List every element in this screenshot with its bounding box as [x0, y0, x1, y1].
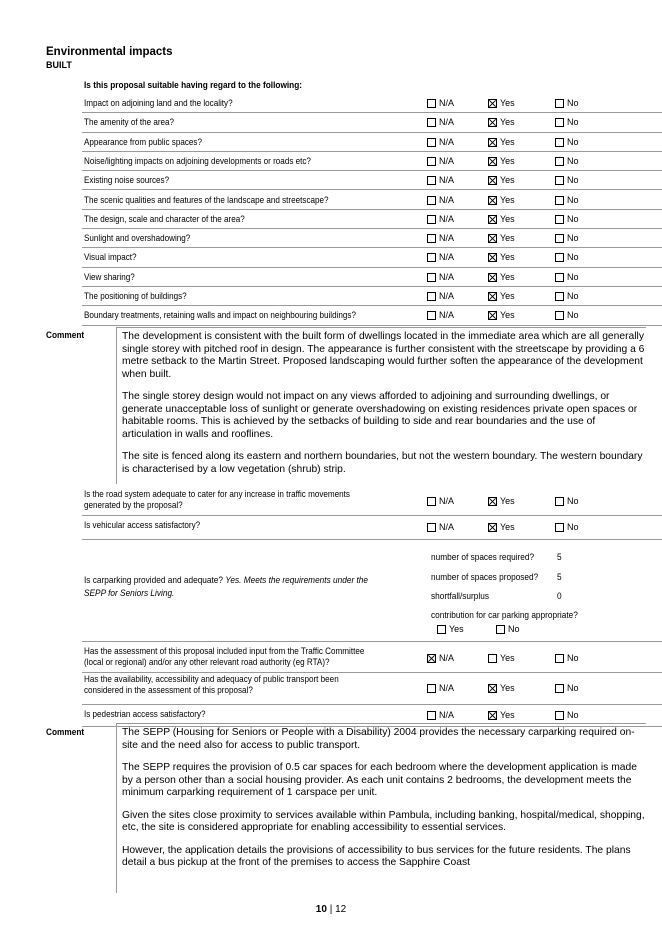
checkbox-icon[interactable] — [555, 711, 564, 720]
comment-box-traffic — [116, 723, 646, 893]
question-text-cont: considered in the assessment of this proposal? — [84, 685, 253, 695]
option-yes[interactable]: Yes — [488, 683, 515, 694]
option-yes[interactable]: Yes — [488, 272, 515, 283]
checkbox-icon[interactable] — [427, 684, 436, 693]
option-no[interactable]: No — [555, 272, 579, 283]
option-no[interactable]: No — [555, 233, 579, 244]
option-no[interactable]: No — [555, 653, 579, 664]
checked-box-icon[interactable] — [488, 292, 497, 301]
checked-box-icon[interactable] — [488, 234, 497, 243]
checkbox-icon[interactable] — [427, 234, 436, 243]
section-heading: Environmental impacts — [46, 46, 173, 58]
checkbox-icon[interactable] — [427, 176, 436, 185]
question-text: Visual impact? — [84, 252, 137, 263]
question-text: The positioning of buildings? — [84, 291, 187, 301]
checked-box-icon[interactable] — [488, 311, 497, 320]
contribution-label: contribution for car parking appropriate? — [431, 610, 578, 620]
checked-box-icon[interactable] — [488, 138, 497, 147]
checkbox-icon[interactable] — [555, 684, 564, 693]
option-na[interactable]: N/A — [427, 98, 454, 109]
checked-box-icon[interactable] — [488, 99, 497, 108]
checked-box-icon[interactable] — [488, 196, 497, 205]
option-na[interactable]: N/A — [427, 214, 454, 225]
option-na[interactable]: N/A — [427, 710, 454, 721]
question-text: Noise/lighting impacts on adjoining developments or roads etc? — [84, 155, 311, 166]
option-yes[interactable]: Yes — [488, 214, 515, 225]
checked-box-icon[interactable] — [488, 253, 497, 262]
page-footer — [0, 904, 662, 915]
option-na[interactable]: N/A — [427, 117, 454, 128]
question-row — [82, 132, 662, 152]
question-text: The amenity of the area? — [84, 117, 175, 128]
checkbox-icon[interactable] — [555, 253, 564, 262]
comment-paragraph: The development is consistent with the built form of dwellings located in the immediate area which are all generally single storey with pitched roof in design. The appearance is further consistent with the streetscape by providing a 6 metre setback to the Martin Street. Proposed landscaping would further soften the appearance of the development when built. — [122, 331, 645, 380]
comment-paragraph: The SEPP requires the provision of 0.5 car spaces for each bedroom where the development application is made by a person other than a social housing provider. As each unit contains 2 bedrooms, the development meets the minimum carparking requirement of 1 carspace per unit. — [122, 762, 637, 798]
option-na[interactable]: N/A — [427, 310, 454, 321]
checked-box-icon[interactable] — [488, 711, 497, 720]
question-text: Existing noise sources? — [84, 175, 170, 186]
question-row — [82, 228, 662, 248]
question-row — [82, 286, 662, 306]
option-no[interactable]: No — [555, 137, 579, 148]
contribution-yes-option[interactable]: Yes — [437, 624, 464, 635]
option-yes[interactable]: Yes — [488, 710, 515, 721]
option-na[interactable]: N/A — [427, 272, 454, 283]
option-no[interactable]: No — [555, 522, 579, 533]
shortfall-value: 0 — [557, 591, 562, 601]
checkbox-icon[interactable] — [427, 99, 436, 108]
question-text: Impact on adjoining land and the locality? — [84, 98, 233, 108]
checked-box-icon[interactable] — [488, 497, 497, 506]
page-total: 12 — [335, 904, 347, 915]
question-row — [82, 672, 662, 705]
option-no[interactable]: No — [555, 710, 579, 721]
question-text: Has the availability, accessibility and adequacy of public transport been — [84, 674, 339, 684]
option-na[interactable]: N/A — [427, 683, 454, 694]
question-row — [82, 190, 662, 210]
checkbox-icon[interactable] — [427, 196, 436, 205]
question-text: The design, scale and character of the area? — [84, 213, 245, 224]
shortfall-label: shortfall/surplus — [431, 591, 489, 601]
option-no[interactable]: No — [555, 496, 579, 507]
question-text: Is the road system adequate to cater for any increase in traffic movements — [84, 489, 350, 499]
comment-paragraph: The site is fenced along its eastern and northern boundaries, but not the western boundary. The western boundary is characterised by a low vegetation (shrub) strip. — [122, 451, 643, 475]
option-na[interactable]: N/A — [427, 252, 454, 263]
section-subheading: BUILT — [46, 60, 72, 70]
question-text: Is pedestrian access satisfactory? — [84, 709, 206, 719]
checkbox-icon[interactable] — [555, 176, 564, 185]
checkbox-icon[interactable] — [555, 654, 564, 663]
option-na[interactable]: N/A — [427, 291, 454, 302]
checkbox-icon[interactable] — [427, 253, 436, 262]
option-no[interactable]: No — [555, 98, 579, 109]
option-no[interactable]: No — [555, 117, 579, 128]
comment-paragraph: The single storey design would not impact on any views afforded to adjoining and surrounding dwellings, or generate unacceptable loss of sunlight or generate overshadowing on existing residences private open spaces or habitable rooms. This is achieved by the setbacks of building to side and rear boundaries and the use of articulation in walls and rooflines. — [122, 391, 638, 440]
comment-box-built — [116, 327, 646, 484]
checkbox-icon[interactable] — [427, 215, 436, 224]
question-text: The scenic qualities and features of the landscape and streetscape? — [84, 194, 329, 205]
checkbox-icon[interactable] — [555, 497, 564, 506]
option-na[interactable]: N/A — [427, 195, 454, 206]
option-no[interactable]: No — [555, 175, 579, 186]
option-yes[interactable]: Yes — [488, 195, 515, 206]
question-row — [82, 644, 662, 673]
divider — [82, 641, 662, 642]
option-yes[interactable]: Yes — [488, 233, 515, 244]
checked-box-icon[interactable] — [488, 176, 497, 185]
question-text: Is vehicular access satisfactory? — [84, 520, 201, 530]
checkbox-icon[interactable] — [555, 196, 564, 205]
comment-label: Comment — [46, 330, 85, 340]
spaces-required-label: number of spaces required? — [431, 552, 535, 562]
checkbox-icon[interactable] — [427, 497, 436, 506]
checked-box-icon[interactable] — [488, 273, 497, 282]
option-na[interactable]: N/A — [427, 653, 454, 664]
checkbox-icon[interactable] — [555, 99, 564, 108]
question-row — [82, 305, 662, 325]
checkbox-icon[interactable] — [555, 523, 564, 532]
checkbox-icon[interactable] — [555, 234, 564, 243]
question-group-title: Is this proposal suitable having regard to the following: — [84, 80, 303, 90]
checkbox-icon[interactable] — [427, 118, 436, 127]
option-no[interactable]: No — [555, 195, 579, 206]
checkbox-icon[interactable] — [427, 311, 436, 320]
option-na[interactable]: N/A — [427, 496, 454, 507]
option-na[interactable]: N/A — [427, 175, 454, 186]
checked-box-icon[interactable] — [427, 654, 436, 663]
option-yes[interactable]: Yes — [488, 291, 515, 302]
spaces-required-value: 5 — [557, 552, 562, 562]
contribution-no-option[interactable]: No — [496, 624, 520, 635]
checkbox-icon[interactable] — [427, 523, 436, 532]
option-yes[interactable]: Yes — [488, 310, 515, 321]
checkbox-icon[interactable] — [555, 138, 564, 147]
checkbox-icon[interactable] — [555, 292, 564, 301]
question-text-cont: generated by the proposal? — [84, 500, 183, 510]
question-text: Boundary treatments, retaining walls and impact on neighbouring buildings? — [84, 310, 356, 321]
checkbox-icon[interactable] — [427, 292, 436, 301]
option-yes[interactable]: Yes — [488, 117, 515, 128]
option-no[interactable]: No — [555, 291, 579, 302]
checkbox-icon[interactable] — [555, 118, 564, 127]
checked-box-icon[interactable] — [488, 215, 497, 224]
checkbox-icon[interactable] — [427, 138, 436, 147]
carparking-question: Is carparking provided and adequate? Yes. Meets the requirements under the — [84, 575, 369, 585]
spaces-proposed-label: number of spaces proposed? — [431, 572, 539, 582]
checkbox-icon[interactable] — [555, 273, 564, 282]
comment-paragraph: The SEPP (Housing for Seniors or People with a Disability) 2004 provides the necessary carparking required on-site and the need also for access to public transport. — [122, 727, 635, 751]
option-yes[interactable]: Yes — [488, 653, 515, 664]
question-row — [82, 487, 662, 516]
checkbox-icon[interactable] — [427, 157, 436, 166]
option-no[interactable]: No — [555, 310, 579, 321]
question-row — [82, 247, 662, 267]
page-separator: | — [326, 904, 336, 915]
option-na[interactable]: N/A — [427, 233, 454, 244]
option-yes[interactable]: Yes — [488, 496, 515, 507]
checkbox-icon[interactable] — [488, 654, 497, 663]
option-yes[interactable]: Yes — [488, 98, 515, 109]
question-text: Has the assessment of this proposal included input from the Traffic Committee — [84, 646, 365, 656]
option-no[interactable]: No — [555, 683, 579, 694]
checked-box-icon[interactable] — [488, 157, 497, 166]
option-no[interactable]: No — [555, 252, 579, 263]
checked-box-icon[interactable] — [488, 684, 497, 693]
spaces-proposed-value: 5 — [557, 572, 562, 582]
option-yes[interactable]: Yes — [488, 522, 515, 533]
checkbox-icon[interactable] — [427, 711, 436, 720]
comment-paragraph: Given the sites close proximity to services available within Pambula, including banking, hospital/medical, shopping, etc, the site is considered appropriate for enabling accessibility to essential services. — [122, 809, 645, 833]
checkbox-icon[interactable] — [427, 273, 436, 282]
checkbox-icon[interactable] — [437, 625, 446, 634]
option-no[interactable]: No — [555, 214, 579, 225]
option-yes[interactable]: Yes — [488, 252, 515, 263]
question-text: Appearance from public spaces? — [84, 136, 202, 147]
checkbox-icon[interactable] — [555, 157, 564, 166]
question-row — [82, 170, 662, 190]
question-row — [82, 151, 662, 171]
checkbox-icon[interactable] — [555, 215, 564, 224]
question-text-cont: (local or regional) and/or any other relevant road authority (eg RTA)? — [84, 657, 330, 667]
checkbox-icon[interactable] — [496, 625, 505, 634]
option-na[interactable]: N/A — [427, 522, 454, 533]
question-row — [82, 515, 662, 540]
question-row — [82, 267, 662, 287]
checked-box-icon[interactable] — [488, 118, 497, 127]
question-text: Sunlight and overshadowing? — [84, 233, 191, 244]
question-row — [82, 209, 662, 229]
carparking-answer-cont: SEPP for Seniors Living. — [84, 588, 175, 598]
question-row — [82, 93, 662, 113]
comment-label: Comment — [46, 727, 85, 737]
checked-box-icon[interactable] — [488, 523, 497, 532]
option-yes[interactable]: Yes — [488, 137, 515, 148]
option-na[interactable]: N/A — [427, 137, 454, 148]
option-na[interactable]: N/A — [427, 156, 454, 167]
option-yes[interactable]: Yes — [488, 175, 515, 186]
option-yes[interactable]: Yes — [488, 156, 515, 167]
comment-paragraph: However, the application details the provisions of accessibility to bus services for the future residents. The plans detail a bus pickup at the front of the premises to access the Sapphire Coast — [122, 844, 631, 868]
question-text: View sharing? — [84, 271, 135, 282]
checkbox-icon[interactable] — [555, 311, 564, 320]
option-no[interactable]: No — [555, 156, 579, 167]
page-number: 10 — [315, 904, 327, 915]
question-row — [82, 112, 662, 132]
